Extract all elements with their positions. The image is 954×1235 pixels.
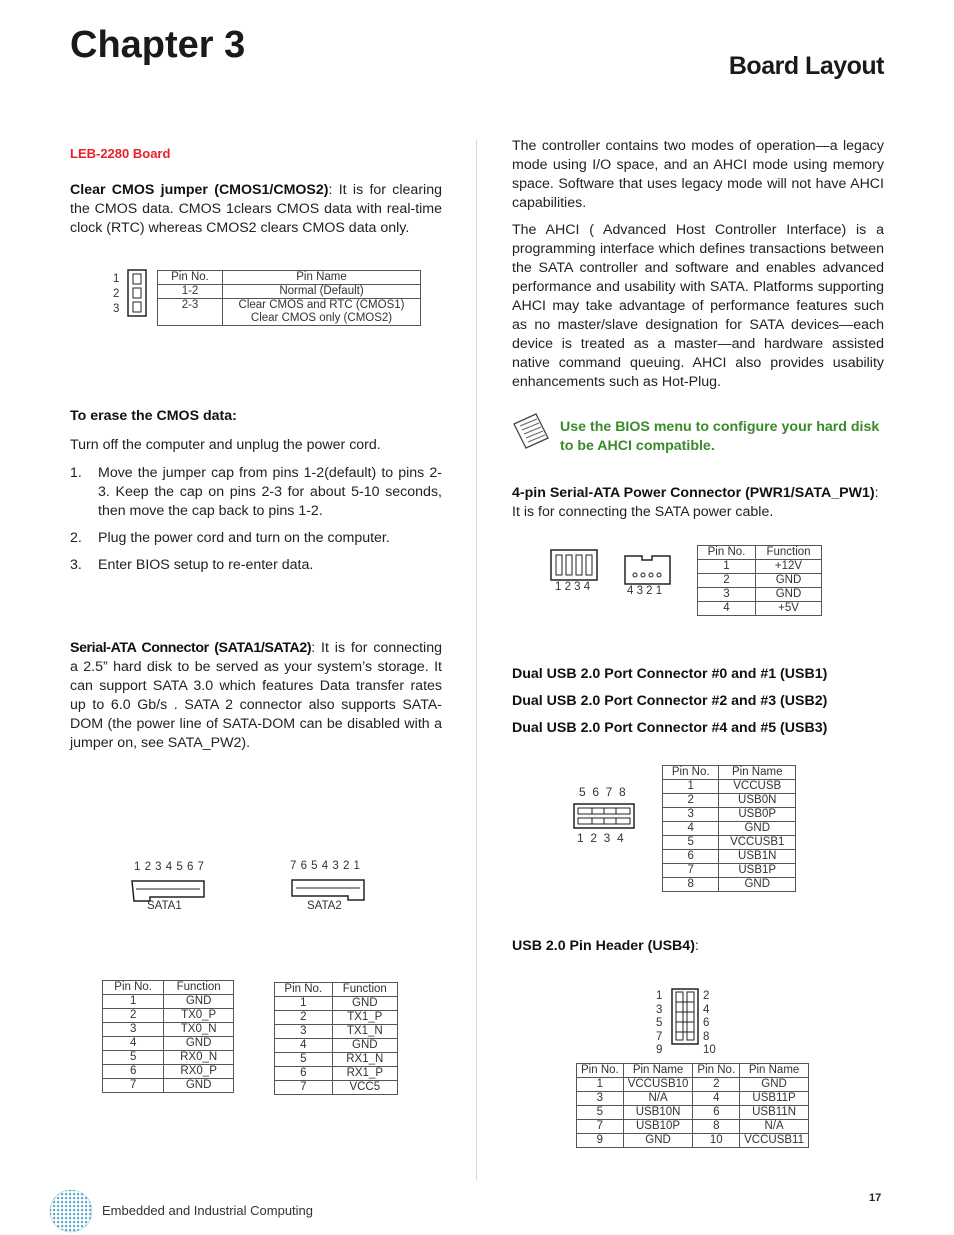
board-label: LEB-2280 Board	[70, 146, 171, 161]
usb-connector-diagram	[572, 802, 638, 832]
table-header: Function	[756, 546, 822, 560]
table-cell: 1	[275, 997, 333, 1011]
table-header: Function	[164, 981, 234, 995]
cmos-text: : It is for clearing the CMOS data. CMOS 1clears CMOS data with real-time clock (RTC) whereas CMOS2 clears CMOS data only.	[70, 182, 442, 236]
erase-steps	[70, 464, 442, 583]
table-cell	[223, 299, 421, 326]
table-cell: USB0N	[719, 794, 796, 808]
table-row	[663, 780, 796, 794]
table-row	[275, 1053, 398, 1067]
list-item	[70, 556, 442, 575]
pin-label: 2	[703, 990, 710, 1002]
table-row	[577, 1092, 809, 1106]
table-cell: GND	[332, 1039, 397, 1053]
table-cell: 7	[103, 1079, 164, 1093]
table-cell: VCCUSB11	[740, 1134, 809, 1148]
table-cell: GND	[719, 822, 796, 836]
table-cell: 9	[577, 1134, 624, 1148]
table-cell: 7	[577, 1120, 624, 1134]
table-header: Pin No.	[158, 271, 223, 285]
table-cell: VCC5	[332, 1081, 397, 1095]
table-cell: 5	[103, 1051, 164, 1065]
table-cell: 2	[103, 1009, 164, 1023]
list-item	[70, 529, 442, 548]
table-row	[698, 602, 822, 616]
table-cell: GND	[756, 588, 822, 602]
pin-label: 4	[703, 1003, 710, 1016]
table-cell: 4	[663, 822, 719, 836]
table-row	[275, 1067, 398, 1081]
table-row	[275, 1011, 398, 1025]
table-cell: RX1_N	[332, 1053, 397, 1067]
table-header: Pin No.	[577, 1064, 624, 1078]
sata1-table	[102, 980, 234, 1093]
table-cell: 3	[663, 808, 719, 822]
table-cell: 4	[698, 602, 756, 616]
table-header: Pin Name	[740, 1064, 809, 1078]
power-pins-a: 1 2 3 4	[555, 581, 591, 593]
table-header: Function	[332, 983, 397, 997]
power-pins-b: 4 3 2 1	[627, 585, 663, 597]
table-row	[103, 995, 234, 1009]
table-cell: 6	[663, 850, 719, 864]
list-number: 1.	[70, 465, 82, 481]
usb4-table	[576, 1063, 809, 1148]
table-row	[275, 1039, 398, 1053]
table-row	[698, 560, 822, 574]
table-cell: USB1P	[719, 864, 796, 878]
cmos-pin-labels	[113, 272, 119, 317]
table-cell: 5	[275, 1053, 333, 1067]
table-cell: 6	[103, 1065, 164, 1079]
sata-text: : It is for connecting a 2.5” hard disk to be served as your system’s storage. It can support SATA 3.0 which features Data transfer rates up to 6.0 Gb/s . SATA 2 connector also supports SATA-DOM (the power line of SATA-DOM can be disabled with a jumper on, see SATA_PW2).	[70, 640, 442, 751]
pin-label: 8	[703, 1030, 710, 1043]
usb4-right-pins	[703, 990, 716, 1058]
table-cell: 2	[663, 794, 719, 808]
table-cell: USB1N	[719, 850, 796, 864]
table-header-row	[158, 271, 421, 285]
table-row	[103, 1037, 234, 1051]
table-header: Pin No.	[663, 766, 719, 780]
table-cell: 5	[663, 836, 719, 850]
sata1-label: SATA1	[147, 900, 182, 912]
pin-label: 10	[703, 1044, 716, 1056]
cmos-title: Clear CMOS jumper (CMOS1/CMOS2)	[70, 182, 329, 198]
pin-label: 1	[656, 990, 663, 1002]
table-header: Pin No.	[103, 981, 164, 995]
table-row	[158, 299, 421, 326]
table-cell: RX0_N	[164, 1051, 234, 1065]
table-header-row	[663, 766, 796, 780]
usb-table	[662, 765, 796, 892]
table-row	[577, 1120, 809, 1134]
table-cell: 3	[698, 588, 756, 602]
table-row	[663, 794, 796, 808]
list-item	[70, 464, 442, 521]
pin-label: 7	[656, 1030, 663, 1043]
table-cell: USB11P	[740, 1092, 809, 1106]
table-cell: 2	[698, 574, 756, 588]
table-cell: 8	[663, 878, 719, 892]
cmos-paragraph	[70, 181, 442, 238]
table-cell: +12V	[756, 560, 822, 574]
table-row	[103, 1009, 234, 1023]
usb4-left-pins	[656, 990, 662, 1058]
cmos-pin-2: 2	[113, 288, 120, 300]
table-header-row	[103, 981, 234, 995]
pin-label: 3	[656, 1003, 663, 1016]
list-number: 3.	[70, 557, 82, 573]
table-row	[275, 997, 398, 1011]
table-cell-line: Clear CMOS only (CMOS2)	[250, 312, 393, 324]
table-row	[577, 1106, 809, 1120]
table-cell: GND	[164, 1037, 234, 1051]
table-cell: TX0_N	[164, 1023, 234, 1037]
table-header: Pin No.	[275, 983, 333, 997]
pin-label: 6	[703, 1017, 710, 1029]
usb-heading-1: Dual USB 2.0 Port Connector #0 and #1 (USB1)	[512, 666, 828, 682]
table-cell: USB11N	[740, 1106, 809, 1120]
table-cell: 3	[577, 1092, 624, 1106]
table-cell: GND	[719, 878, 796, 892]
power-connector-diagram-a	[550, 549, 600, 581]
table-cell: GND	[623, 1134, 693, 1148]
pin-label: 9	[656, 1044, 663, 1056]
table-cell: TX0_P	[164, 1009, 234, 1023]
cmos-jumper-diagram	[127, 269, 149, 319]
table-cell: +5V	[756, 602, 822, 616]
column-divider	[476, 140, 477, 1180]
table-cell: VCCUSB10	[623, 1078, 693, 1092]
table-row	[103, 1065, 234, 1079]
usb4-header-diagram	[671, 988, 701, 1048]
list-text: Move the jumper cap from pins 1-2(default) to pins 2-3. Keep the cap on pins 2-3 for about 5-10 seconds, then move the cap back to pins 1-2.	[98, 465, 442, 519]
erase-title: To erase the CMOS data:	[70, 408, 237, 424]
table-cell: 3	[275, 1025, 333, 1039]
table-cell-line: Clear CMOS and RTC (CMOS1)	[238, 299, 405, 311]
table-row	[663, 850, 796, 864]
table-row	[103, 1051, 234, 1065]
table-cell: 6	[275, 1067, 333, 1081]
sata2-label: SATA2	[307, 900, 342, 912]
list-text: Enter BIOS setup to re-enter data.	[98, 557, 314, 573]
table-cell: 3	[103, 1023, 164, 1037]
table-cell: USB0P	[719, 808, 796, 822]
table-cell: 4	[275, 1039, 333, 1053]
table-row	[577, 1134, 809, 1148]
table-row	[275, 1081, 398, 1095]
table-row	[158, 285, 421, 299]
list-text: Plug the power cord and turn on the computer.	[98, 530, 390, 546]
power-connector-diagram-b	[624, 554, 672, 586]
table-row	[663, 878, 796, 892]
table-row	[698, 574, 822, 588]
pin-label: 5	[656, 1017, 663, 1029]
table-cell: GND	[740, 1078, 809, 1092]
table-header-row	[577, 1064, 809, 1078]
ahci-paragraph-1: The controller contains two modes of operation—a legacy mode using I/O space, and an AHCI mode using memory space. Software that uses legacy mode will not have AHCI capabilities.	[512, 138, 884, 211]
table-cell: GND	[164, 995, 234, 1009]
usb-top-pins: 5 6 7 8	[579, 785, 626, 799]
erase-intro: Turn off the computer and unplug the power cord.	[70, 437, 381, 453]
sata-paragraph	[70, 639, 442, 753]
table-cell: 1	[577, 1078, 624, 1092]
note-icon	[510, 410, 552, 452]
table-cell: GND	[756, 574, 822, 588]
usb-heading-3: Dual USB 2.0 Port Connector #4 and #5 (USB3)	[512, 720, 828, 736]
table-cell: USB10P	[623, 1120, 693, 1134]
table-row	[103, 1079, 234, 1093]
table-header: Pin Name	[623, 1064, 693, 1078]
table-cell: 8	[693, 1120, 740, 1134]
table-cell: 2	[693, 1078, 740, 1092]
sata2-table	[274, 982, 398, 1095]
table-cell: TX1_N	[332, 1025, 397, 1039]
table-cell: N/A	[740, 1120, 809, 1134]
table-cell: 1	[698, 560, 756, 574]
table-cell: 6	[693, 1106, 740, 1120]
table-header: Pin Name	[719, 766, 796, 780]
table-cell: 4	[103, 1037, 164, 1051]
sata1-pin-labels: 1 2 3 4 5 6 7	[134, 861, 205, 873]
table-cell: VCCUSB1	[719, 836, 796, 850]
table-cell: 7	[663, 864, 719, 878]
table-row	[103, 1023, 234, 1037]
power-paragraph	[512, 484, 884, 522]
table-cell: VCCUSB	[719, 780, 796, 794]
table-cell: GND	[332, 997, 397, 1011]
ahci-note: Use the BIOS menu to configure your hard disk to be AHCI compatible.	[560, 419, 880, 454]
table-header-row	[698, 546, 822, 560]
table-row	[275, 1025, 398, 1039]
power-table	[697, 545, 822, 616]
table-cell: 5	[577, 1106, 624, 1120]
table-row	[663, 808, 796, 822]
table-cell: GND	[164, 1079, 234, 1093]
table-header: Pin Name	[223, 271, 421, 285]
table-cell: 7	[275, 1081, 333, 1095]
power-text: : It is for connecting the SATA power cable.	[512, 485, 879, 520]
usb4-title: USB 2.0 Pin Header (USB4)	[512, 938, 695, 954]
usb-bottom-pins: 1 2 3 4	[577, 831, 624, 845]
table-row	[663, 822, 796, 836]
table-row	[663, 864, 796, 878]
table-cell: 10	[693, 1134, 740, 1148]
table-cell: 2-3	[158, 299, 223, 326]
table-cell: RX0_P	[164, 1065, 234, 1079]
ahci-paragraph-2: The AHCI ( Advanced Host Controller Interface) is a programming interface which defines transactions between the SATA controller and software and enables advanced performance and usability with SATA. Platforms supporting AHCI may take advantage of performance features such as no master/slave designation for SATA devices—each device is treated as a master—and hardware assisted native command queuing. AHCI also provides usability enhancements such as Hot-Plug.	[512, 222, 884, 390]
list-number: 2.	[70, 530, 82, 546]
chapter-title: Chapter 3	[70, 24, 246, 66]
table-row	[577, 1078, 809, 1092]
table-cell: 1	[103, 995, 164, 1009]
power-title: 4-pin Serial-ATA Power Connector (PWR1/SATA_PW1)	[512, 485, 875, 501]
table-cell: TX1_P	[332, 1011, 397, 1025]
usb-heading-2: Dual USB 2.0 Port Connector #2 and #3 (USB2)	[512, 693, 828, 709]
table-header-row	[275, 983, 398, 997]
usb4-paragraph	[512, 937, 699, 956]
company-logo-icon	[48, 1188, 94, 1234]
table-cell: N/A	[623, 1092, 693, 1106]
table-cell: 1	[663, 780, 719, 794]
page-number: 17	[869, 1192, 882, 1204]
table-cell: Normal (Default)	[223, 285, 421, 299]
usb4-colon: :	[694, 938, 699, 954]
table-cell: USB10N	[623, 1106, 693, 1120]
table-cell: 2	[275, 1011, 333, 1025]
cmos-table	[157, 270, 421, 326]
sata2-pin-labels: 7 6 5 4 3 2 1	[290, 860, 361, 872]
table-row	[663, 836, 796, 850]
sata2-connector-diagram	[288, 876, 368, 902]
table-cell: 1-2	[158, 285, 223, 299]
table-cell: 4	[693, 1092, 740, 1106]
cmos-pin-1: 1	[113, 273, 120, 285]
table-row	[698, 588, 822, 602]
footer-text: Embedded and Industrial Computing	[102, 1203, 314, 1218]
cmos-pin-3: 3	[113, 303, 120, 315]
table-cell: RX1_P	[332, 1067, 397, 1081]
section-title: Board Layout	[728, 52, 884, 80]
table-header: Pin No.	[693, 1064, 740, 1078]
table-header: Pin No.	[698, 546, 756, 560]
sata-title: Serial-ATA Connector (SATA1/SATA2)	[70, 640, 312, 656]
